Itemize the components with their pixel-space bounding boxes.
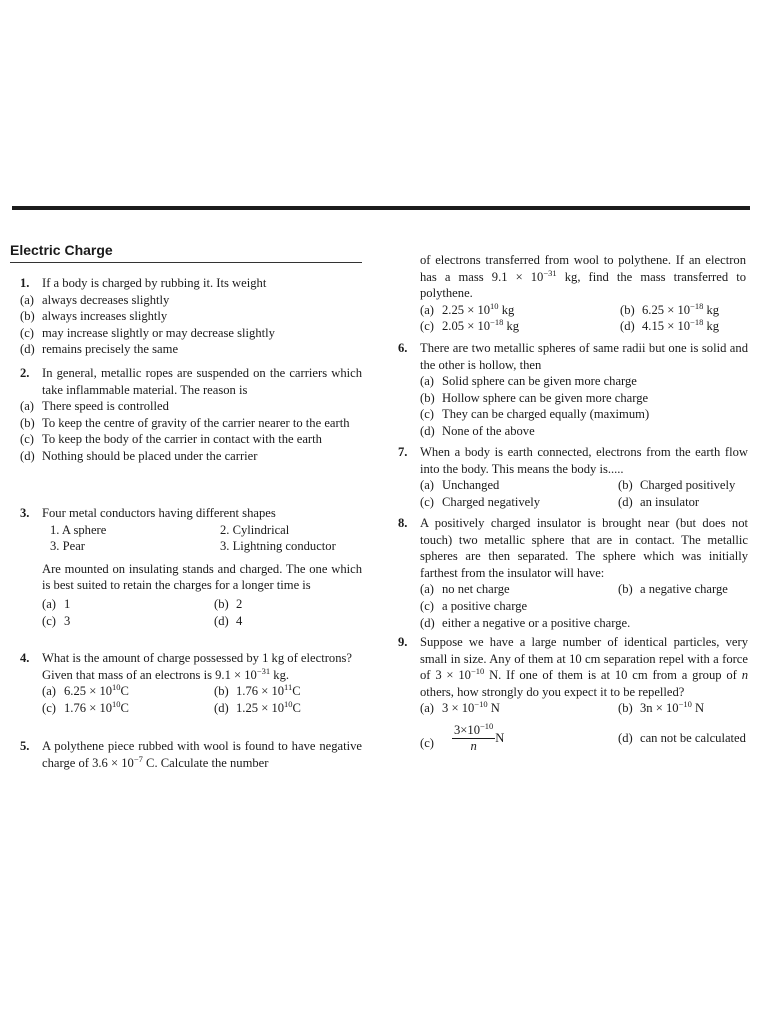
option-d[interactable]: (d) None of the above — [420, 423, 535, 438]
question-number: 9. — [398, 635, 408, 649]
shape-list: 1. A sphere 2. Cylindrical — [50, 522, 290, 537]
option-c[interactable]: (c) Charged negatively — [420, 494, 541, 509]
question-number: 6. — [398, 341, 408, 355]
option-a[interactable]: (a) $6.25 \times 10^{10}C$ — [42, 682, 129, 699]
option-b[interactable]: (b) $1.76 \times 10^{11}C$ — [214, 682, 301, 699]
question-stem: If a body is charged by rubbing it. Its weight — [42, 276, 267, 290]
option-d[interactable]: (d) remains precisely the same — [20, 342, 179, 357]
question-stem-continued: Are mounted on insulating stands and charged. The one which is best suited to retain the charges for a longer time is — [42, 561, 362, 593]
option-d[interactable]: (d) can not be calculated — [618, 731, 746, 746]
section-title: Electric Charge — [10, 242, 113, 258]
option-a[interactable]: (a) There speed is controlled — [20, 399, 169, 414]
question-7 — [398, 444, 748, 510]
option-c[interactable]: (c) They can be charged equally (maximum) — [420, 407, 650, 422]
question-8 — [398, 515, 748, 631]
option-d[interactable]: (d) Nothing should be placed under the carrier — [20, 448, 258, 463]
option-c[interactable]: (c) 3 — [42, 613, 71, 628]
option-a[interactable]: (a) $3 \times 10^{-10}$ N — [420, 699, 500, 716]
question-stem: What is the amount of charge possessed by 1 kg of electrons? — [42, 651, 352, 665]
top-rule — [12, 206, 750, 210]
shape-list: 3. Pear 3. Lightning conductor — [50, 539, 336, 554]
option-a[interactable]: (a) Solid sphere can be given more charge — [420, 374, 637, 389]
option-b[interactable]: (b) $3n \times 10^{-10}$ N — [618, 699, 705, 716]
question-number: 1. — [20, 276, 30, 290]
question-given: Given that mass of an electrons is $9.1 \times 10^{-31}$ kg. — [42, 665, 290, 682]
question-number: 7. — [398, 445, 408, 459]
option-c[interactable]: (c) a positive charge — [420, 598, 528, 613]
question-2 — [20, 365, 362, 465]
section-underline — [10, 262, 362, 263]
option-a[interactable]: (a) $2.25 \times 10^{10}$ kg — [420, 300, 515, 317]
question-stem-continued: of electrons transferred from wool to polythene. If an electron has a mass $9.1 \times 10^{-31}$ kg, find the mass transferred to polythene. — [420, 253, 747, 301]
option-d[interactable]: (d) $4.15 \times 10^{-18}$ kg — [620, 317, 720, 334]
question-number: 3. — [20, 506, 30, 520]
question-stem: Four metal conductors having different shapes — [42, 506, 276, 520]
option-a[interactable]: (a) always decreases slightly — [20, 292, 170, 307]
option-b[interactable]: (b) Charged positively — [618, 478, 736, 493]
option-b[interactable]: (b) always increases slightly — [20, 309, 168, 324]
option-d[interactable]: (d) 4 — [214, 613, 243, 628]
option-a[interactable]: (a) no net charge — [420, 582, 510, 597]
option-b[interactable]: (b) a negative charge — [618, 582, 728, 597]
question-stem: There are two metallic spheres of same radii but one is solid and the other is hollow, then — [420, 341, 748, 372]
option-c[interactable]: (c) $2.05 \times 10^{-18}$ kg — [420, 317, 520, 334]
option-b[interactable]: (b) Hollow sphere can be given more charge — [420, 390, 649, 405]
question-5-continued — [420, 252, 746, 335]
option-c[interactable]: (c) $\frac{3\times 10^{-10}}{n}$ N — [420, 720, 505, 753]
option-b[interactable]: (b) 2 — [214, 596, 243, 611]
question-number: 5. — [20, 739, 30, 753]
question-5 — [20, 738, 362, 771]
question-number: 2. — [20, 366, 30, 380]
option-d[interactable]: (d) $1.25 \times 10^{10}C$ — [214, 698, 301, 715]
question-4 — [20, 650, 362, 716]
fraction: $\frac{3\times 10^{-10}}{n}$ — [454, 720, 494, 753]
question-stem: Suppose we have a large number of identical particles, very small in size. Any of them at 10 cm separation repel with a force of $3 \times 10^{-10}$ N. If one of them is at 10 cm from a group of n others, how strongly do you expect it to be repelled? — [420, 635, 748, 699]
option-a[interactable]: (a) 1 — [42, 596, 71, 611]
question-number: 8. — [398, 516, 408, 530]
option-d[interactable]: (d) either a negative or a positive charge. — [420, 615, 631, 630]
option-d[interactable]: (d) an insulator — [618, 494, 700, 509]
option-c[interactable]: (c) $1.76 \times 10^{10}C$ — [42, 698, 129, 715]
question-stem: In general, metallic ropes are suspended on the carriers which take inflammable material. The reason is — [42, 366, 362, 397]
question-stem: A positively charged insulator is brought near (but does not touch) two metallic sphere that are in contact. The metallic spheres are then separated. The sphere which was initially farthest from the insulator will have: — [420, 516, 748, 580]
question-1 — [20, 275, 350, 358]
option-b[interactable]: (b) $6.25 \times 10^{-18}$ kg — [620, 300, 720, 317]
option-a[interactable]: (a) Unchanged — [420, 478, 500, 493]
option-c[interactable]: (c) may increase slightly or may decrease slightly — [20, 325, 275, 340]
question-number: 4. — [20, 651, 30, 665]
question-stem: A polythene piece rubbed with wool is found to have negative charge of $3.6 \times 10^{-7}$ C. Calculate the number — [42, 739, 362, 770]
question-3 — [20, 505, 362, 629]
option-b[interactable]: (b) To keep the centre of gravity of the carrier nearer to the earth — [20, 415, 350, 430]
option-c[interactable]: (c) To keep the body of the carrier in contact with the earth — [20, 432, 322, 447]
question-6 — [398, 340, 748, 440]
question-9 — [398, 634, 748, 754]
question-stem: When a body is earth connected, electrons from the earth flow into the body. This means the body is..... — [420, 445, 748, 476]
